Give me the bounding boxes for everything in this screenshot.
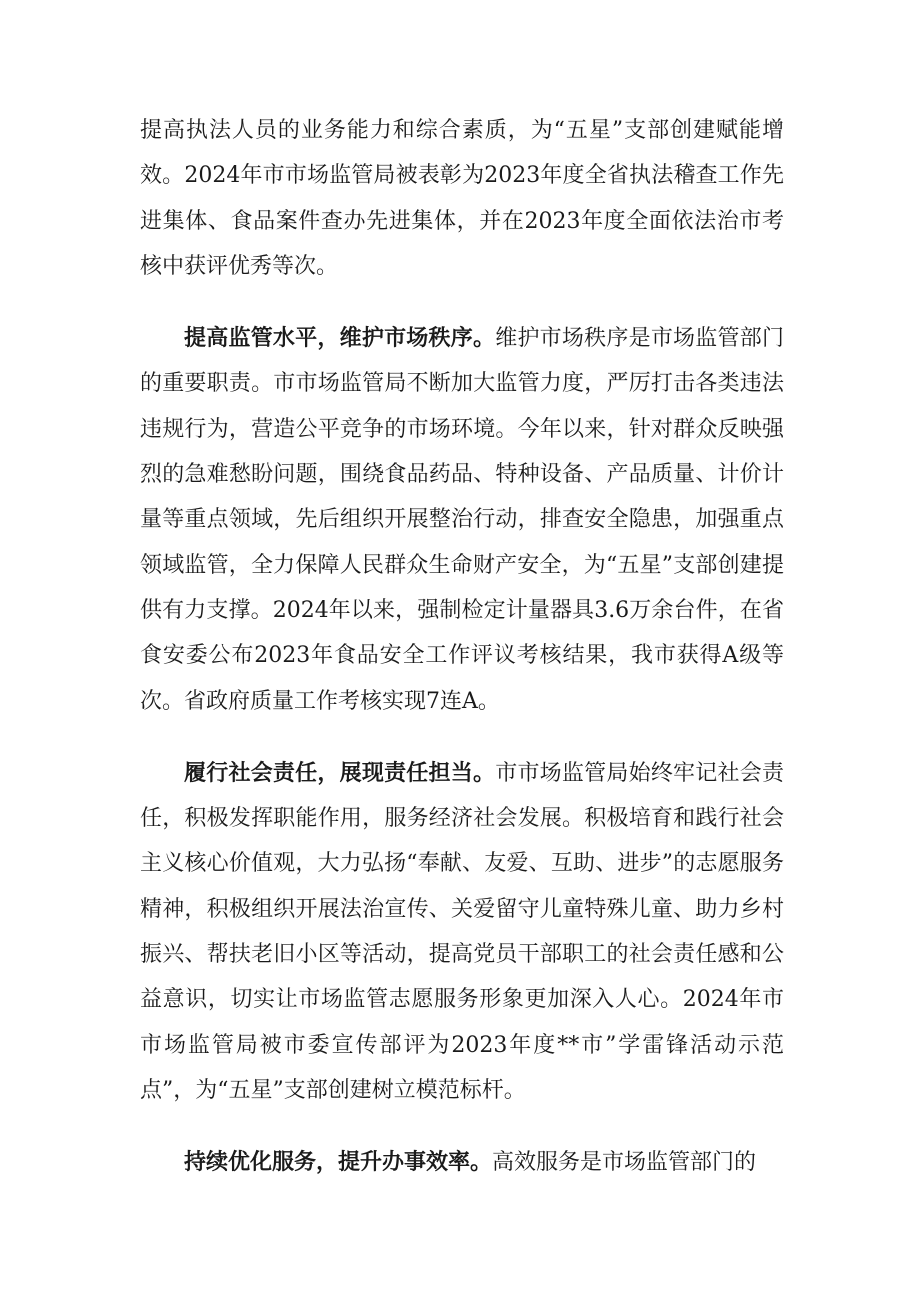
paragraph-gap [140, 724, 784, 751]
paragraph-2-lead: 提高监管水平，维护市场秩序。 [184, 325, 496, 352]
paragraph-4 [140, 1140, 784, 1185]
paragraph-4-text: 高效服务是市场监管部门的 [492, 1150, 757, 1176]
document-body [140, 108, 784, 1186]
paragraph-3-lead: 履行社会责任，展现责任担当。 [184, 759, 496, 786]
paragraph-gap [140, 1113, 784, 1140]
paragraph-2 [140, 316, 784, 724]
paragraph-1 [140, 108, 784, 289]
paragraph-4-lead: 持续优化服务，提升办事效率。 [184, 1149, 493, 1176]
paragraph-1-text: 提高执法人员的业务能力和综合素质，为“五星”支部创建赋能增效。2024年市市场监管局被表彰为2023年度全省执法稽查工作先进集体、食品案件查办先进集体，并在2023年度全面依法治市考核中获评优秀等次。 [140, 118, 784, 279]
paragraph-gap [140, 289, 784, 316]
paragraph-3-text: 市市场监管局始终牢记社会责任，积极发挥职能作用，服务经济社会发展。积极培育和践行社会主义核心价值观，大力弘扬“奉献、友爱、互助、进步”的志愿服务精神，积极组织开展法治宣传、关爱留守儿童特殊儿童、助力乡村振兴、帮扶老旧小区等活动，提高党员干部职工的社会责任感和公益意识，切实让市场监管志愿服务形象更加深入人心。2024年市市场监管局被市委宣传部评为2023年度**市”学雷锋活动示范点”，为“五星”支部创建树立模范标杆。 [140, 760, 784, 1103]
paragraph-3 [140, 751, 784, 1113]
paragraph-2-text: 维护市场秩序是市场监管部门的重要职责。市市场监管局不断加大监管力度，严厉打击各类违法违规行为，营造公平竞争的市场环境。今年以来，针对群众反映强烈的急难愁盼问题，围绕食品药品、特种设备、产品质量、计价计量等重点领域，先后组织开展整治行动，排查安全隐患，加强重点领域监管，全力保障人民群众生命财产安全，为“五星”支部创建提供有力支撑。2024年以来，强制检定计量器具3.6万余台件，在省食安委公布2023年食品安全工作评议考核结果，我市获得A级等次。省政府质量工作考核实现7连A。 [140, 326, 784, 714]
